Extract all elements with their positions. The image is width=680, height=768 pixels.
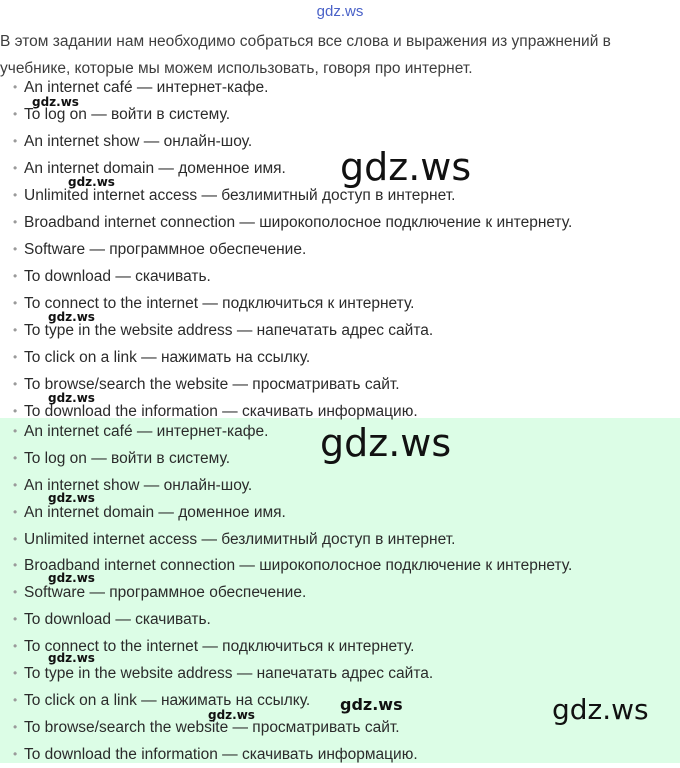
bullet-icon: •	[13, 350, 18, 364]
bullet-icon: •	[13, 585, 18, 600]
list-item-text: Broadband internet connection — широкополосное подключение к интернету.	[24, 214, 573, 231]
watermark: gdz.ws	[48, 571, 95, 585]
bullet-icon: •	[13, 107, 18, 121]
list-item	[0, 236, 572, 263]
intro-paragraph: В этом задании нам необходимо собраться все слова и выражения из упражнений в учебнике, которые мы можем использовать, говоря про интернет.	[0, 33, 611, 77]
list-item-text: Unlimited internet access — безлимитный доступ в интернет.	[24, 187, 456, 204]
vocabulary-list-1	[0, 74, 572, 425]
vocabulary-list-2	[0, 418, 572, 768]
list-item	[0, 445, 572, 472]
bullet-icon: •	[13, 504, 18, 519]
list-item-text: To click on a link — нажимать на ссылку.	[24, 349, 311, 366]
bullet-icon: •	[13, 639, 18, 654]
list-item-text: To type in the website address — напечатать адрес сайта.	[24, 665, 434, 683]
bullet-icon: •	[13, 531, 18, 546]
list-item	[0, 687, 572, 714]
list-item-text: To connect to the internet — подключиться к интернету.	[24, 638, 415, 656]
list-item-text: Unlimited internet access — безлимитный доступ в интернет.	[24, 530, 456, 548]
watermark: gdz.ws	[320, 421, 452, 465]
list-item	[0, 101, 572, 128]
list-item-text: To connect to the internet — подключиться к интернету.	[24, 295, 415, 312]
list-item-text: To type in the website address — напечатать адрес сайта.	[24, 322, 434, 339]
watermark: gdz.ws	[552, 693, 649, 726]
bullet-icon: •	[13, 746, 18, 761]
list-item	[0, 606, 572, 633]
bullet-icon: •	[13, 450, 18, 465]
list-item-text: To download the information — скачивать информацию.	[24, 745, 418, 763]
bullet-icon: •	[13, 215, 18, 229]
bullet-icon: •	[13, 377, 18, 391]
list-item-text: An internet show — онлайн-шоу.	[24, 133, 253, 150]
watermark: gdz.ws	[48, 651, 95, 665]
bullet-icon: •	[13, 692, 18, 707]
watermark: gdz.ws	[48, 391, 95, 405]
watermark: gdz.ws	[68, 175, 115, 189]
list-item-text: To browse/search the website — просматривать сайт.	[24, 376, 400, 393]
bullet-icon: •	[13, 323, 18, 337]
watermark: gdz.ws	[340, 695, 403, 714]
list-item-text: An internet domain — доменное имя.	[24, 160, 286, 177]
list-item-text: Broadband internet connection — широкополосное подключение к интернету.	[24, 557, 573, 575]
bullet-icon: •	[13, 296, 18, 310]
watermark: gdz.ws	[208, 708, 255, 722]
header-watermark: gdz.ws	[316, 3, 364, 20]
bullet-icon: •	[13, 477, 18, 492]
list-item-text: To click on a link — нажимать на ссылку.	[24, 691, 311, 709]
bullet-icon: •	[13, 242, 18, 256]
list-item	[0, 263, 572, 290]
watermark: gdz.ws	[48, 491, 95, 505]
bullet-icon: •	[13, 666, 18, 681]
bullet-icon: •	[13, 558, 18, 573]
watermark: gdz.ws	[340, 145, 472, 189]
bullet-icon: •	[13, 424, 18, 438]
list-item	[0, 209, 572, 236]
watermark: gdz.ws	[32, 95, 79, 109]
list-item-text: An internet café — интернет-кафе.	[24, 79, 269, 96]
list-item	[0, 74, 572, 101]
list-item-text: To download the information — скачивать информацию.	[24, 403, 418, 420]
bullet-icon: •	[13, 269, 18, 283]
list-item-text: To download — скачивать.	[24, 611, 211, 629]
list-item-text: An internet show — онлайн-шоу.	[24, 476, 253, 494]
list-item	[0, 714, 572, 741]
bullet-icon: •	[13, 404, 18, 418]
list-item-text: An internet café — интернет-кафе.	[24, 423, 269, 440]
bullet-icon: •	[13, 612, 18, 627]
list-item-text: An internet domain — доменное имя.	[24, 503, 286, 521]
list-item-text: To log on — войти в систему.	[24, 449, 231, 467]
list-item-text: Software — программное обеспечение.	[24, 241, 307, 258]
list-item	[0, 344, 572, 371]
bullet-icon: •	[13, 161, 18, 175]
watermark: gdz.ws	[48, 310, 95, 324]
bullet-icon: •	[13, 719, 18, 734]
list-item-text: To browse/search the website — просматривать сайт.	[24, 718, 400, 736]
bullet-icon: •	[13, 80, 18, 94]
list-item-text: To log on — войти в систему.	[24, 106, 231, 123]
list-item	[0, 418, 572, 445]
list-item-text: To download — скачивать.	[24, 268, 211, 285]
list-item	[0, 128, 572, 155]
list-item	[0, 741, 572, 768]
list-item-text: Software — программное обеспечение.	[24, 584, 307, 602]
bullet-icon: •	[13, 188, 18, 202]
bullet-icon: •	[13, 134, 18, 148]
list-item	[0, 526, 572, 553]
